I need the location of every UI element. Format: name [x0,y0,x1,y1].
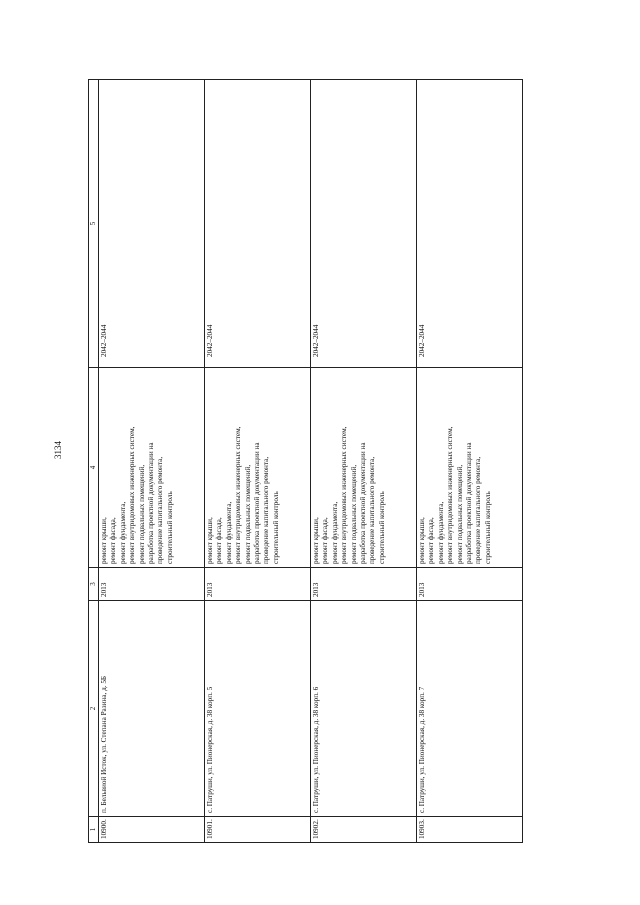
work-item: ремонт фасада, [427,517,436,564]
work-item: ремонт внутридомовых инженерных систем, [128,426,137,564]
table-row [205,80,311,843]
work-item: проведение капитального ремонта, [156,456,165,564]
work-item: ремонт фундамента, [118,501,127,564]
work-item: ремонт крыши, [312,517,320,564]
work-item: проведение капитального ремонта, [262,456,271,564]
rotated-page-content [88,80,506,843]
works-cell [99,368,205,568]
work-item: разработка проектной документации на [147,442,156,564]
work-item: проведение капитального ремонта, [368,456,377,564]
year-cell: 2013 [205,568,311,601]
work-item: ремонт фасада, [321,517,330,564]
works-cell [417,368,523,568]
work-item: проведение капитального ремонта, [474,456,483,564]
work-item: ремонт подвальных помещений, [243,464,252,564]
column-header: 2 [89,601,99,817]
period-cell: 2042–2044 [311,80,417,368]
works-cell [311,368,417,568]
row-number: 10903. [417,817,523,843]
work-item: ремонт крыши, [418,517,426,564]
work-item: строительный контроль [165,491,174,564]
work-item: ремонт подвальных помещений, [137,464,146,564]
table-row [417,80,523,843]
work-item: ремонт внутридомовых инженерных систем, [446,426,455,564]
column-header: 4 [89,368,99,568]
work-item: разработка проектной документации на [359,442,368,564]
work-item: ремонт фундамента, [436,501,445,564]
work-item: ремонт внутридомовых инженерных систем, [340,426,349,564]
works-cell [205,368,311,568]
year-cell: 2013 [417,568,523,601]
work-item: строительный контроль [271,491,280,564]
table-row [311,80,417,843]
column-header: 1 [89,817,99,843]
table-wrapper [88,80,506,843]
work-item: разработка проектной документации на [465,442,474,564]
work-item: ремонт подвальных помещений, [349,464,358,564]
work-item: ремонт крыши, [100,517,108,564]
address-cell: п. Бельвиой Исток, ул. Степана Разина, д. 5Б [99,601,205,817]
address-cell: с. Патруши, ул. Пионерская, д. 38 корп. 5 [205,601,311,817]
work-item: строительный контроль [377,491,386,564]
column-header: 3 [89,568,99,601]
work-item: ремонт фундамента, [330,501,339,564]
work-item: ремонт фасада, [109,517,118,564]
work-item: ремонт крыши, [206,517,214,564]
address-cell: с. Патруши, ул. Пионерская, д. 38 корп. 6 [311,601,417,817]
period-cell: 2042–2044 [99,80,205,368]
work-item: ремонт подвальных помещений, [455,464,464,564]
table-row [99,80,205,843]
row-number: 10902. [311,817,417,843]
work-item: разработка проектной документации на [253,442,262,564]
work-item: ремонт фасада, [215,517,224,564]
address-cell: с. Патруши, ул. Пионерская, д. 38 корп. 7 [417,601,523,817]
year-cell: 2013 [99,568,205,601]
row-number: 10901. [205,817,311,843]
period-cell: 2042–2044 [417,80,523,368]
year-cell: 2013 [311,568,417,601]
period-cell: 2042–2044 [205,80,311,368]
column-header: 5 [89,80,99,368]
work-item: строительный контроль [483,491,492,564]
work-item: ремонт фундамента, [224,501,233,564]
work-item: ремонт внутридомовых инженерных систем, [234,426,243,564]
capital-repair-table [88,79,523,843]
column-number-row [89,80,99,843]
page-number: 3134 [53,441,63,459]
row-number: 10900. [99,817,205,843]
